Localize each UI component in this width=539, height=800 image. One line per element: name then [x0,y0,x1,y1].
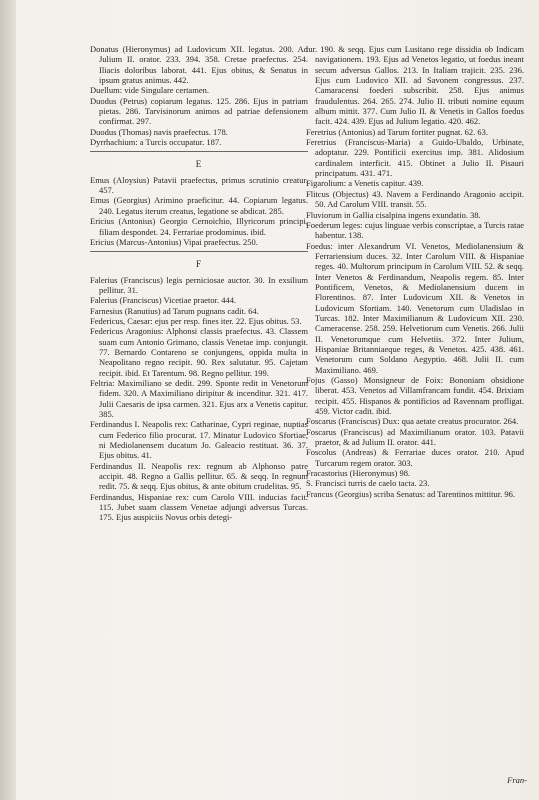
index-column-left [90,44,308,523]
index-entry: Federicus, Caesar: ejus per resp. fines iter. 22. Ejus obitus. 53. [90,315,302,326]
index-entry: Feretrius (Antonius) ad Tarum fortiter pugnat. 62. 63. [306,126,488,137]
index-entry: Francus (Georgius) scriba Senatus: ad Tarentinos mittitur. 96. [306,488,515,499]
index-entry: tur. 190. & seqq. Ejus cum Lusitano rege dissidia ob Indicam navigationem. 193. Ejus ad Venetos legatio, ut foedus ineant secum adversus Gallos. 213. In Italiam trajicit. 235. 236. Ejus cum Ludovico XII. ad Savonem congressus. 237. Camaracensi foederi subscribit. 258. Ejus animus fraudulentus. 264. 265. 274. Julio II. tributi nomine equum album mittit. 377. Cum Julio II. & Venetis in Gallos foedus facit. 424. 439. Ejus ad Julium legatio. 420. 462. [306,44,524,127]
page-gutter-shadow [0,0,16,800]
index-entry: Federicus Aragonius: Alphonsi classis praefectus. 43. Classem suam cum Antonio Grimano, classis Venetae imp. conjungit. 77. Bernardo Contareno se conjungens, oppida multa in Neapolitano regno recipit. 90. Rex salutatur. 95. Cajetam recipit. ibid. Et Tarentum. 98. Regno pellitur. 199. [90,326,308,378]
index-entry: Duodus (Petrus) copiarum legatus. 125. 286. Ejus in patriam pietas. 286. Tarvisinorum animos ad patriae defensionem confirmat. 297. [90,95,308,127]
index-entry: Ferdinandus II. Neapolis rex: regnum ab Alphonso patre accipit. 48. Regno a Gallis pellitur. 65. & seqq. In regnum redit. 75. & seqq. Ejus obitus, & ante obitum crudelitas. 95. [90,460,308,492]
section-rule [90,251,308,252]
index-entry: Feretrius (Franciscus-Maria) a Guido-Ubaldo, Urbinate, adoptatur. 229. Pontificii exercitus imp. 381. Alidosium cardinalem interficit. 415. Obtinet a Julio II. Pisauri principatum. 431. 471. [306,137,524,179]
section-letter-f: F [195,259,202,270]
index-entry: Fluviorum in Gallia cisalpina ingens exundatio. 38. [306,209,481,220]
index-entry: Foscarus (Franciscus) Dux: qua aetate creatus procurator. 264. [306,416,519,427]
index-entry: Duodus (Thomas) navis praefectus. 178. [90,126,228,137]
index-entry: Falerius (Franciscus) Vicetiae praetor. 444. [90,295,237,306]
index-entry: Foederum leges: cujus linguae verbis conscriptae, a Turcis ratae habentur. 138. [306,219,524,241]
index-entry: Feltria: Maximiliano se dedit. 299. Sponte redit in Venetorum fidem. 320. A Maximiliano diripitur & incenditur. 321. 417. Julii Caesaris de ipsa carmen. 321. Ejus arx a Venetis capitur. 385. [90,377,308,419]
index-entry: Ericius (Marcus-Antonius) Vipai praefectus. 250. [90,236,258,247]
section-letter-e: E [195,159,203,170]
section-rule [90,151,308,152]
index-entry: Emus (Aloysius) Patavii praefectus, primus scrutinio creatur. 457. [90,174,308,196]
index-entry: Duellum: vide Singulare certamen. [90,85,209,96]
catchword: Fran- [507,775,527,785]
index-entry: Foscolus (Andreas) & Ferrariae duces orator. 210. Apud Turcarum regem orator. 303. [306,447,524,468]
index-entry: Fracastorius (Hieronymus) 98. [306,468,411,479]
index-entry: Flitcus (Objectus) 43. Navem a Ferdinando Aragonio accipit. 50. Ad Carolum VIII. transit. 55. [306,188,524,210]
index-entry: Foscarus (Franciscus) ad Maximilianum orator. 103. Patavii praetor, & ad Julium II. orator. 441. [306,426,524,448]
index-entry: Fojus (Gasso) Monsigneur de Foix: Bononiam obsidione liberat. 453. Venetos ad Villamfrancam fundit. 454. Brixiam recipit. 455. Hispanos & pontificios ad Ravennam profligat. 459. Victor cadit. ibid. [306,375,524,417]
index-entry: Figarolium: a Venetis capitur. 439. [306,178,424,189]
index-entry: Ferdinandus, Hispaniae rex: cum Carolo VIII. inducias facit. 115. Jubet suam classem Venetae adjungi adversus Turcas. 175. Ejus auspiciis Novus orbis detegi- [90,491,308,523]
index-entry: Dyrrhachium: a Turcis occupatur. 187. [90,137,222,148]
index-column-right [306,44,524,499]
index-entry: Emus (Georgius) Arimino praeficitur. 44. Copiarum legatus. 240. Legatus iterum creatus, legatione se abdicat. 285. [90,195,308,216]
index-entry: Foedus: inter Alexandrum VI. Venetos, Mediolanensium & Ferrariensium duces. 32. Inter Carolum VIII. & Hispaniae reges. 40. Multorum principum in Carolum VIII. 52. & seqq. Inter Venetos & Ferdinandum, Neapolis regem. 85. Inter Pontificem, Venetos, & Mediolanensium ducem in Florentinos. 87. Inter Ludovicum XII. & Venetos in Ludovicum Sfortiam. 140. Venetorum cum Uladislao in Turcas. 182. Inter Maximilianum & Ludovicum XII. 230. Cameracense. 258. 259. Helvetiorum cum Venetis. 266. Julii II. Venetorumque cum Helvetiis. 372. Inter Julium, Hispaniae Britanniaeque reges, & Venetos. 425. 438. 461. Venetorum cum Soldano Aegyptio. 468. Julii II. cum Maximiliano. 469. [306,240,524,375]
index-entry: Farnesius (Ranutius) ad Tarum pugnans cadit. 64. [90,305,259,316]
index-entry: Ericius (Antonius) Georgio Cernoichio, Illyricorum principi, filiam despondet. 24. Ferrariae prodominus. ibid. [90,216,308,237]
index-entry: Donatus (Hieronymus) ad Ludovicum XII. legatus. 200. Ad Julium II. orator. 233. 394. 358. Cretae praefectus. 254. Iliacis doloribus laborat. 441. Ejus obitus, & Senatus in ipsum gratus animus. 442. [90,44,308,86]
index-entry: Falerius (Franciscus) legis perniciosae auctor. 30. In exsilium pellitur. 31. [90,274,308,295]
index-entry: S. Francisci turris de caelo tacta. 23. [306,478,430,489]
index-entry: Ferdinandus I. Neapolis rex: Catharinae, Cypri reginae, nuptias cum Federico filio procurat. 17. Minatur Ludovico Sfortiae, ni Mediolanensem ducatum Jo. Galeacio restituat. 36. 37. Ejus obitus. 41. [90,419,308,461]
